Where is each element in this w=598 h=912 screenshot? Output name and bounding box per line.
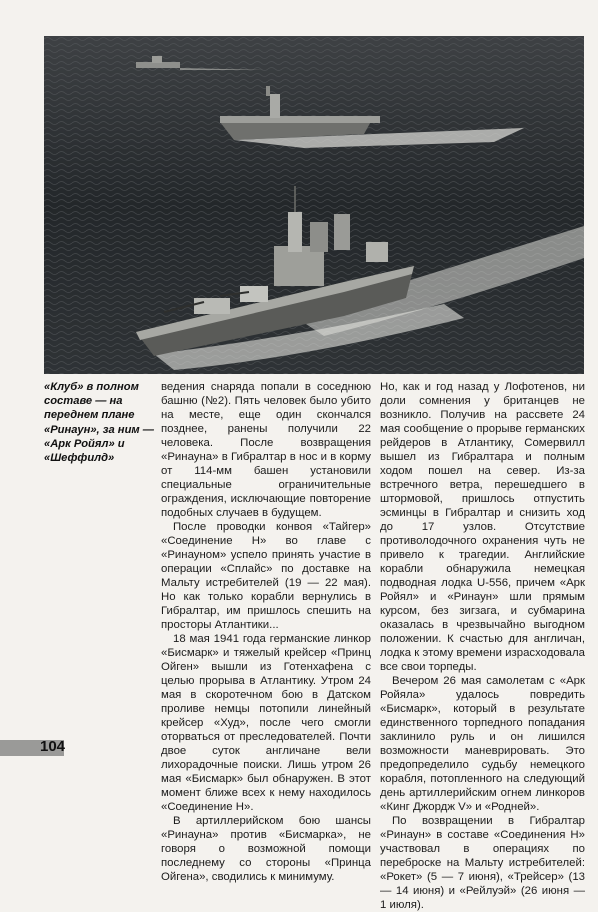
text-column-right: [380, 380, 585, 912]
paragraph: После проводки конвоя «Тайгер» «Соединение Н» во главе с «Ринауном» успело принять участие в операции «Сплайс» по доставке на Мальту истребителей (19 — 22 мая). Но как только корабли вернулись в Гибралтар, им пришлось спешить на просторы Атлантики...: [161, 521, 371, 631]
paragraph: ведения снаряда попали в соседнюю башню (№2). Пять человек было убито на месте, еще один скончался позднее, ранены получили 22 человека. После возвращения «Ринауна» в Гибралтар в нос и в корму от 114-мм башен установили специальные ограничительные ограждения, исключающие повторение подобных случаев в будущем.: [161, 381, 371, 519]
page-number: 104: [40, 738, 66, 755]
paragraph: Но, как и год назад у Лофотенов, ни доли сомнения у британцев не возникло. Получив на рассвете 24 мая сообщение о прорыве германских рейдеров в Атлантику, Сомервилл вышел из Гибралтара и полным ходом пошел на север. Из-за встречного ветра, перешедшего в штормовой, пришлось отпустить эсминцы в Гибралтар и снизить ход до 17 узлов. Отсутствие противолодочного охранения чуть не привело к трагедии. Английские корабли обнаружила немецкая подводная лодка U-556, причем «Арк Ройял» и «Ринаун» шли прямым курсом, без зигзага, и субмарина оказалась в чрезвычайно выгодном положении. К счастью для англичан, лодка к этому времени израсходовала все свои торпеды.: [380, 381, 585, 673]
photo-caption: «Клуб» в полном составе — на переднем плане «Ринаун», за ним — «Арк Ройял» и «Шеффилд»: [44, 381, 154, 465]
warship-photo-illustration: [44, 36, 584, 374]
paragraph: 18 мая 1941 года германские линкор «Бисмарк» и тяжелый крейсер «Принц Ойген» вышли из Готенхафена с целью прорыва в Атлантику. Утром 24 мая в скоротечном бою в Датском проливе немцы потопили линейный крейсер «Худ», после чего смогли оторваться от преследователей. Почти двое суток англичане вели лихорадочные поиски. Лишь утром 26 мая «Бисмарк» был обнаружен. В этот момент ближе всех к нему находилось «Соединение Н».: [161, 633, 371, 813]
paragraph: Вечером 26 мая самолетам с «Арк Ройяла» удалось повредить «Бисмарк», который в результате единственного торпедного попадания заклинило руль и он лишился возможности маневрировать. Это предопределило судьбу немецкого корабля, потопленного на следующий день артиллерийским огнем линкоров «Кинг Джордж V» и «Родней».: [380, 675, 585, 813]
warship-photo: [44, 36, 584, 374]
text-column-left: [161, 380, 371, 884]
paragraph: В артиллерийском бою шансы «Ринауна» против «Бисмарка», не говоря о возможной помощи последнему со стороны «Принца Ойгена», сводились к минимуму.: [161, 815, 371, 883]
paragraph: По возвращении в Гибралтар «Ринаун» в составе «Соединения Н» участвовал в операциях по переброске на Мальту истребителей: «Рокет» (5 — 7 июня), «Трейсер» (13 — 14 июня) и «Рейлуэй» (26 июня — 1 июля).: [380, 815, 585, 911]
